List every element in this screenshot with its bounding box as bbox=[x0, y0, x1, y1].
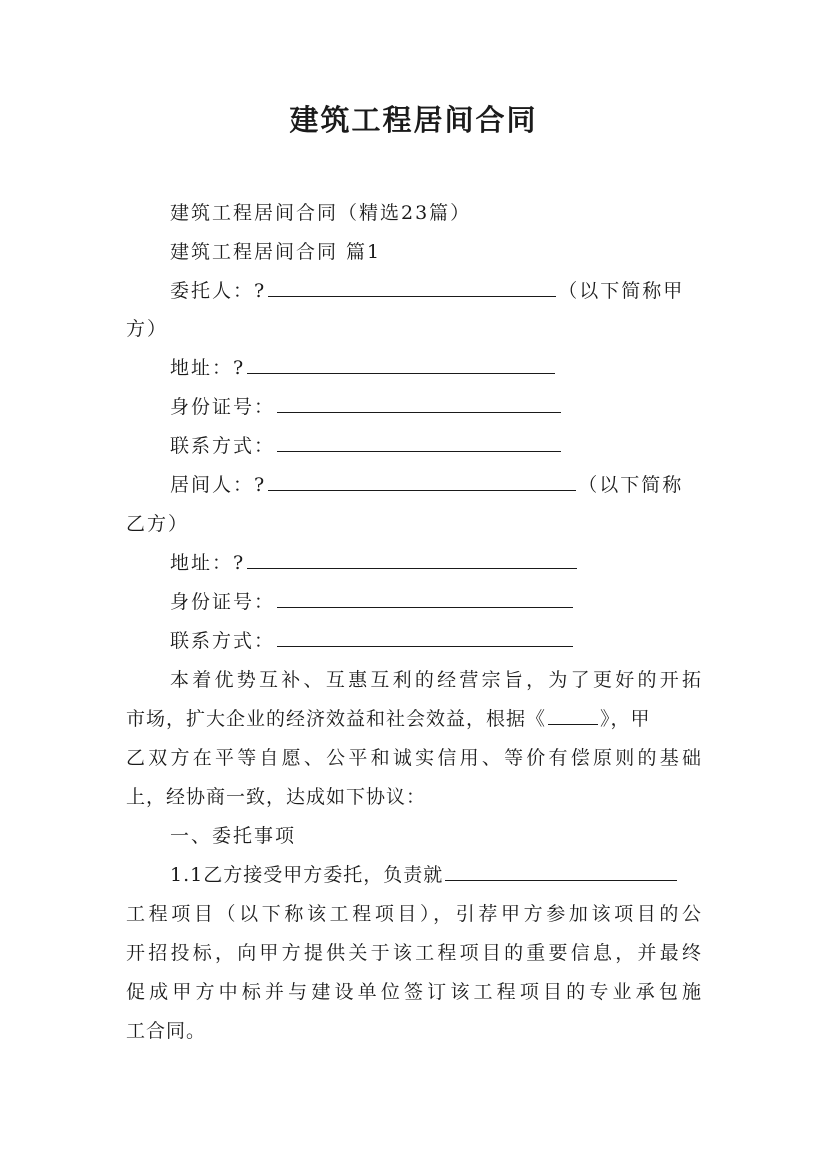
project-name-blank bbox=[445, 864, 677, 881]
broker-address-label: 地址：? bbox=[170, 552, 246, 574]
broker-contact-label: 联系方式： bbox=[170, 630, 276, 652]
document-subtitle: 建筑工程居间合同（精选23篇） bbox=[170, 202, 472, 224]
client-name-blank bbox=[268, 280, 556, 297]
broker-suffix: （以下简称 bbox=[578, 474, 684, 496]
client-address-label: 地址：? bbox=[170, 357, 246, 379]
clause-1-1-line-1 bbox=[170, 860, 679, 887]
broker-id-label: 身份证号： bbox=[170, 591, 276, 613]
clause-1-1-text: 1.1乙方接受甲方委托，负责就 bbox=[170, 864, 444, 886]
preamble-line-2 bbox=[126, 704, 651, 731]
client-wrap: 方） bbox=[126, 318, 169, 340]
preamble-line-2-b: 》，甲 bbox=[600, 708, 651, 730]
client-address-blank bbox=[247, 357, 555, 374]
client-contact-label: 联系方式： bbox=[170, 435, 276, 457]
broker-id-blank bbox=[277, 591, 573, 608]
document-title: 建筑工程居间合同 bbox=[289, 103, 538, 137]
client-line bbox=[170, 276, 684, 303]
client-id-label: 身份证号： bbox=[170, 396, 276, 418]
clause-heading: 一、委托事项 bbox=[170, 825, 297, 847]
client-contact-line bbox=[170, 431, 563, 458]
broker-address-blank bbox=[247, 552, 577, 569]
preamble-line-3: 乙双方在平等自愿、公平和诚实信用、等价有偿原则的基础 bbox=[126, 747, 702, 769]
broker-label: 居间人：? bbox=[170, 474, 267, 496]
preamble-line-4: 上，经协商一致，达成如下协议： bbox=[126, 786, 427, 808]
clause-1-1-line-5: 工合同。 bbox=[126, 1020, 207, 1042]
preamble-line-2-a: 市场，扩大企业的经济效益和社会效益，根据《 bbox=[126, 708, 547, 730]
client-id-blank bbox=[277, 396, 561, 413]
clause-1-1-line-2: 工程项目（以下称该工程项目），引荐甲方参加该项目的公 bbox=[126, 903, 702, 925]
broker-wrap: 乙方） bbox=[126, 513, 190, 535]
broker-id-line bbox=[170, 587, 575, 614]
client-address-line bbox=[170, 353, 557, 380]
section-heading: 建筑工程居间合同 篇1 bbox=[170, 241, 382, 263]
broker-line bbox=[170, 470, 683, 497]
broker-contact-blank bbox=[277, 630, 573, 647]
client-suffix: （以下简称甲 bbox=[558, 280, 685, 302]
law-name-blank bbox=[548, 708, 598, 725]
clause-1-1-line-3: 开招投标，向甲方提供关于该工程项目的重要信息，并最终 bbox=[126, 942, 702, 964]
client-label: 委托人：? bbox=[170, 280, 267, 302]
broker-name-blank bbox=[268, 474, 576, 491]
preamble-line-1: 本着优势互补、互惠互利的经营宗旨，为了更好的开拓 bbox=[170, 669, 702, 691]
client-id-line bbox=[170, 392, 563, 419]
client-contact-blank bbox=[277, 435, 561, 452]
clause-1-1-line-4: 促成甲方中标并与建设单位签订该工程项目的专业承包施 bbox=[126, 981, 702, 1003]
broker-address-line bbox=[170, 548, 579, 575]
broker-contact-line bbox=[170, 626, 575, 653]
